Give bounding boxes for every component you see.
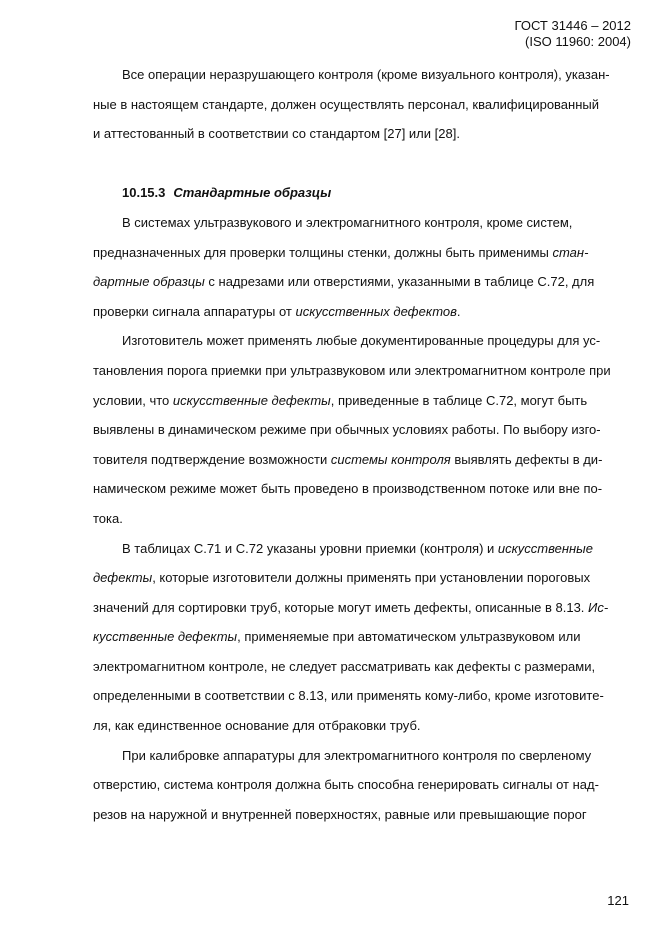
text-span: выявлять дефекты в ди-	[450, 451, 603, 467]
section-number: 10.15.3	[122, 185, 166, 201]
text-span: .	[456, 303, 461, 319]
paragraph	[93, 741, 625, 830]
text-line	[93, 445, 625, 475]
text-line: выявлены в динамическом режиме при обычных условиях работы. По выбору изго-	[93, 422, 601, 438]
italic-term: системы контроля	[330, 451, 451, 467]
italic-term: дефекты	[93, 570, 153, 586]
text-line	[93, 593, 625, 623]
text-span: с надрезами или отверстиями, указанными в таблице С.72, для	[204, 274, 595, 290]
text-line: Все операции неразрушающего контроля (кроме визуального контроля), указан-	[122, 67, 610, 82]
iso-code: (ISO 11960: 2004)	[525, 34, 631, 49]
standard-code: ГОСТ 31446 – 2012	[514, 18, 631, 33]
italic-term: искусственные дефекты	[172, 392, 331, 408]
italic-term: дартные образцы	[93, 274, 205, 290]
text-line	[93, 267, 625, 297]
paragraph	[93, 208, 625, 326]
text-line: тановления порога приемки при ультразвуковом или электромагнитном контроле при	[93, 362, 611, 378]
text-line: электромагнитном контроле, не следует рассматривать как дефекты с размерами,	[93, 658, 596, 674]
text-line	[93, 622, 625, 652]
text-line: отверстию, система контроля должна быть способна генерировать сигналы от над-	[93, 777, 599, 793]
text-span: В таблицах С.71 и С.72 указаны уровни приемки (контроля) и	[122, 540, 498, 556]
spacer	[93, 149, 625, 179]
text-line: Изготовитель может применять любые документированные процедуры для ус-	[122, 333, 601, 349]
paragraph	[93, 326, 625, 533]
section-heading	[93, 178, 625, 208]
text-line: ля, как единственное основание для отбраковки труб.	[93, 718, 421, 734]
text-line: определенными в соответствии с 8.13, или применять кому-либо, кроме изготовите-	[93, 688, 604, 704]
text-line: ные в настоящем стандарте, должен осуществлять персонал, квалифицированный	[93, 96, 600, 112]
text-span: , приведенные в таблице С.72, могут быть	[330, 392, 588, 408]
text-line: резов на наружной и внутренней поверхностях, равные или превышающие порог	[93, 806, 587, 822]
section-title: Стандартные образцы	[173, 185, 332, 201]
text-line: и аттестованный в соответствии со стандартом [27] или [28].	[93, 126, 460, 142]
text-line: тока.	[93, 510, 123, 526]
italic-term: стан-	[552, 244, 589, 260]
italic-term: искусственных дефектов	[295, 303, 457, 319]
text-line: При калибровке аппаратуры для электромагнитного контроля по сверленому	[122, 747, 592, 763]
italic-term: кусственные дефекты	[93, 629, 238, 645]
document-header	[515, 18, 631, 50]
text-span: , которые изготовители должны применять при установлении пороговых	[152, 570, 591, 586]
text-line	[93, 534, 625, 564]
text-span: условии, что	[93, 392, 173, 408]
text-span: , применяемые при автоматическом ультразвуковом или	[237, 629, 581, 645]
text-span: товителя подтверждение возможности	[93, 451, 331, 467]
italic-term: Ис-	[588, 599, 609, 615]
paragraph	[93, 60, 625, 149]
paragraph	[93, 534, 625, 741]
text-span: проверки сигнала аппаратуры от	[93, 303, 296, 319]
text-line: В системах ультразвукового и электромагнитного контроля, кроме систем,	[122, 214, 573, 230]
text-line	[93, 563, 625, 593]
text-span: значений для сортировки труб, которые могут иметь дефекты, описанные в 8.13.	[93, 599, 589, 615]
text-line: намическом режиме может быть проведено в производственном потоке или вне по-	[93, 481, 603, 497]
page-number: 121	[607, 893, 629, 908]
text-span: предназначенных для проверки толщины стенки, должны быть применимы	[93, 244, 553, 260]
text-line	[93, 238, 625, 268]
text-line	[93, 297, 625, 327]
page-body	[93, 60, 625, 829]
text-line	[93, 386, 625, 416]
italic-term: искусственные	[497, 540, 593, 556]
